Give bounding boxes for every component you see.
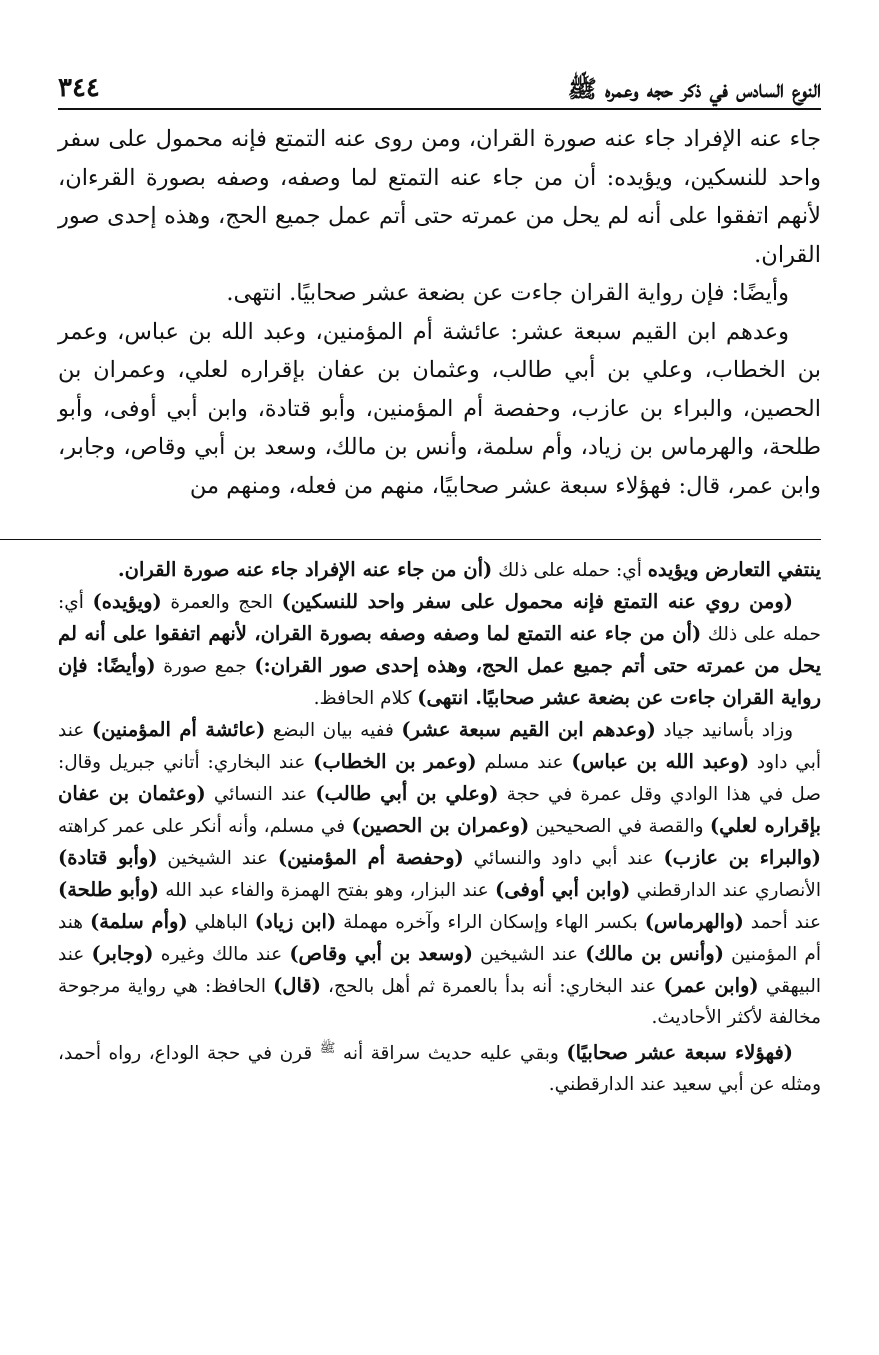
commentary-paragraph [58,586,821,714]
quoted-text: (ابن زياد) [254,910,337,933]
commentary-text: في مسلم، وأنه أنكر على عمر كراهته [58,816,352,837]
commentary-text: عند أحمد [743,912,822,933]
commentary-text: عند البخاري: أتاني جبريل وقال: صل في هذا الوادي وقل عمرة في حجة [58,752,822,805]
quoted-text: (والبراء بن عازب) [663,846,821,869]
page-header [58,52,821,110]
quoted-text: (أن من جاء عنه التمتع لما وصفه وصفه بصورة القران، لأنهم اتفقوا على أنه لم يحل من عمرته حتى أتم جميع عمل الحج، وهذه إحدى صور القران:) [58,622,821,677]
quoted-text: (وعبد الله بن عباس) [571,750,750,773]
quoted-text: (وأبو طلحة) [58,878,159,901]
commentary-text: عند البيهقي [58,944,822,997]
quoted-text: (وأم سلمة) [89,910,188,933]
commentary-text: الحج والعمرة [161,592,282,613]
commentary-text: عند مسلم [476,752,572,773]
footnote-separator [0,539,821,540]
commentary-text: عند البزار، وهو بفتح الهمزة والفاء عبد الله [158,880,495,901]
commentary-text: عند الشيخين [157,848,278,869]
quoted-text: (وحفصة أم المؤمنين) [277,846,464,869]
quoted-text: (وأيضًا: فإن رواية القران جاءت عن بضعة عشر صحابيًا. انتهى) [58,654,821,709]
commentary-text: عند أبي داود والنسائي [463,848,664,869]
page-number: ٣٤٤ [58,72,100,103]
commentary-text: عند الشيخين [472,944,586,965]
commentary-text: الحافظ: هي رواية مرجوحة مخالفة لأكثر الأحاديث. [58,976,821,1028]
commentary-text: وبقي عليه حديث سراقة أنه [335,1043,567,1065]
commentary-text: كلام الحافظ. [313,688,418,709]
commentary-text: ففيه بيان البضع [265,720,402,741]
quoted-text: (وعلي بن أبي طالب) [315,782,499,805]
quoted-text: (وأبو قتادة) [58,846,158,869]
commentary-text: عند البخاري: أنه بدأ بالعمرة ثم أهل بالحج، [320,976,664,997]
quoted-text: (عائشة أم المؤمنين) [91,718,266,741]
quoted-text: (أن من جاء عنه الإفراد جاء عنه صورة القران. [117,558,493,581]
commentary-text: الأنصاري عند الدارقطني [630,880,821,901]
sallallah-symbol: ﷺ [319,1041,336,1056]
main-paragraph: جاء عنه الإفراد جاء عنه صورة القران، ومن روى عنه التمتع فإنه محمول على سفر واحد للنسكين، ويؤيده: أن من جاء عنه التمتع لما وصفه، وصفه بصورة القرءان، لأنهم اتفقوا على أنه لم يحل من عمرته حتى أتم عمل جميع الحج، وهذه إحدى صور القران. [58,126,821,268]
quoted-text: (والهرماس) [644,910,744,933]
quoted-text: (وجابر) [91,942,154,965]
commentary-text: بكسر الهاء وإسكان الراء وآخره مهملة [336,912,645,933]
quoted-text: ينتفي التعارض ويؤيده [647,558,821,581]
running-head: النوع السادس في ذكر حجه وعمره ﷺ [567,74,821,104]
commentary-paragraph [58,1033,821,1100]
quoted-text: (وعمران بن الحصين) [351,814,530,837]
commentary-text: عند مالك وغيره [153,944,290,965]
quoted-text: (وابن أبي أوفى) [494,878,631,901]
main-paragraph: وأيضًا: فإن رواية القران جاءت عن بضعة عشر صحابيًا. انتهى. [226,280,789,306]
commentary-paragraph [58,554,821,586]
commentary-text: والقصة في الصحيحين [529,816,710,837]
commentary-text: الباهلي [187,912,255,933]
quoted-text: (ومن روي عنه التمتع فإنه محمول على سفر واحد للنسكين) [281,590,793,613]
quoted-text: (وعدهم ابن القيم سبعة عشر) [401,718,656,741]
main-text [58,120,821,505]
quoted-text: (وسعد بن أبي وقاص) [289,942,473,965]
commentary-text: عند النسائي [205,784,316,805]
commentary-text: أي: حمله على ذلك [58,592,821,645]
quoted-text: (وابن عمر) [663,974,759,997]
commentary-text: عند أبي داود [58,720,822,773]
quoted-text: (فهؤلاء سبعة عشر صحابيًا) [566,1041,793,1065]
quoted-text: (ويؤيده) [92,590,162,613]
quoted-text: (وأنس بن مالك) [585,942,724,965]
commentary-text: جمع صورة [155,656,255,677]
commentary-text: أي: حمله على ذلك [492,560,648,581]
quoted-text: (قال) [273,974,321,997]
main-paragraph: وعدهم ابن القيم سبعة عشر: عائشة أم المؤمنين، وعبد الله بن عباس، وعمر بن الخطاب، وعلي بن أبي طالب، وعثمان بن عفان بإقراره لعلي، وعمران بن الحصين، والبراء بن عازب، وحفصة أم المؤمنين، وأبو قتادة، وابن أبي أوفى، وأبو طلحة، والهرماس بن زياد، وأم سلمة، وأنس بن مالك، وسعد بن أبي وقاص، وجابر، وابن عمر، قال: فهؤلاء سبعة عشر صحابيًا، منهم من فعله، ومنهم من [58,318,821,499]
commentary-paragraph [58,714,821,1033]
quoted-text: (وعثمان بن عفان بإقراره لعلي) [58,782,821,837]
commentary [58,554,821,1100]
commentary-text: وزاد بأسانيد جياد [655,720,794,741]
quoted-text: (وعمر بن الخطاب) [313,750,477,773]
commentary-text: هند أم المؤمنين [58,912,821,965]
commentary-text: قرن في حجة الوداع، رواه أحمد، ومثله عن أبي سعيد عند الدارقطني. [58,1043,821,1096]
